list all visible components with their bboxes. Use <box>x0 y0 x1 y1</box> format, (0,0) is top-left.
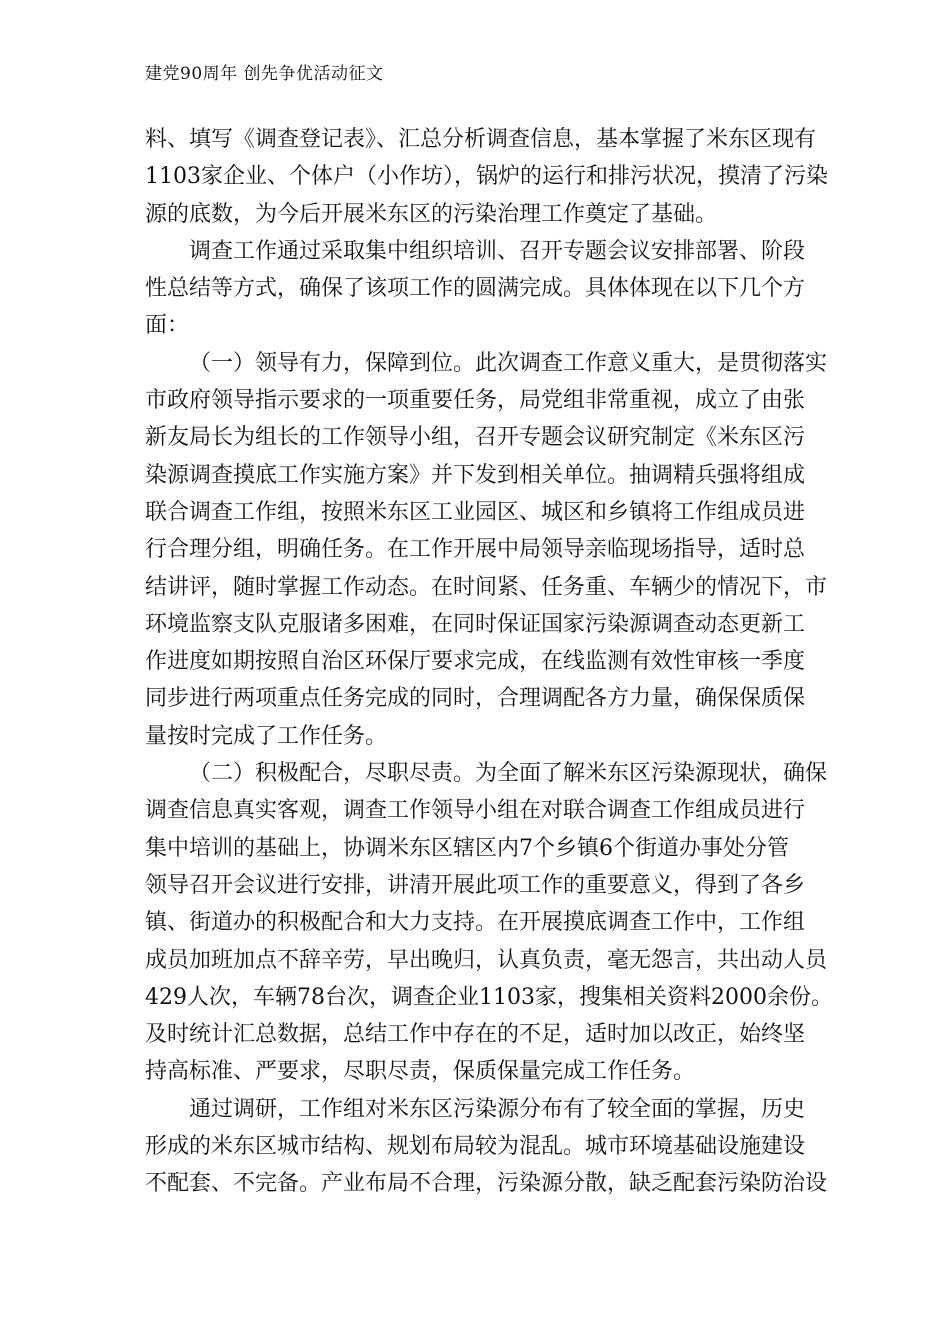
text-line: 镇、街道办的积极配合和大力支持。在开展摸底调查工作中，工作组 <box>145 910 806 936</box>
text-line: 染源调查摸底工作实施方案》并下发到相关单位。抽调精兵强将组成 <box>145 462 806 488</box>
text-line: 形成的米东区城市结构、规划布局较为混乱。城市环境基础设施建设 <box>145 1134 806 1160</box>
text-line: 结讲评，随时掌握工作动态。在时间紧、任务重、车辆少的情况下，市 <box>145 574 828 600</box>
paragraph <box>145 121 828 233</box>
text-line: 面： <box>145 313 190 339</box>
paragraph <box>145 1091 828 1203</box>
text-line: 及时统计汇总数据，总结工作中存在的不足，适时加以改正，始终坚 <box>145 1022 806 1048</box>
text-line: 429人次，车辆78台次，调查企业1103家，搜集相关资料2000余份。 <box>145 984 833 1010</box>
text-line: 同步进行两项重点任务完成的同时，合理调配各方力量，确保保质保 <box>145 686 806 712</box>
document-body <box>145 121 833 1203</box>
text-line: 集中培训的基础上，协调米东区辖区内7个乡镇6个街道办事处分管 <box>145 835 789 861</box>
paragraph <box>145 233 820 345</box>
paragraph <box>145 755 833 1091</box>
text-line: 成员加班加点不辞辛劳，早出晚归，认真负责，毫无怨言，共出动人员 <box>145 947 828 973</box>
text-line: 环境监察支队克服诸多困难，在同时保证国家污染源调查动态更新工 <box>145 611 806 637</box>
text-line: 行合理分组，明确任务。在工作开展中局领导亲临现场指导，适时总 <box>145 537 806 563</box>
page-header: 建党90周年 创先争优活动征文 <box>145 64 384 84</box>
text-line: 料、填写《调查登记表》、汇总分析调查信息，基本掌握了米东区现有 <box>145 127 817 152</box>
text-line: 性总结等方式，确保了该项工作的圆满完成。具体体现在以下几个方 <box>145 276 806 302</box>
text-line: 领导召开会议进行安排，讲清开展此项工作的重要意义，得到了各乡 <box>145 872 806 898</box>
text-line: 调查工作通过采取集中组织培训、召开专题会议安排部署、阶段 <box>189 238 806 264</box>
text-line: （一）领导有力，保障到位。此次调查工作意义重大，是贯彻落实 <box>189 350 828 376</box>
text-line: 1103家企业、个体户（小作坊），锅炉的运行和排污状况，摸清了污染 <box>145 164 828 190</box>
text-line: 通过调研，工作组对米东区污染源分布有了较全面的掌握，历史 <box>189 1096 806 1122</box>
text-line: 持高标准、严要求，尽职尽责，保质保量完成工作任务。 <box>145 1059 696 1085</box>
text-line: 源的底数，为今后开展米东区的污染治理工作奠定了基础。 <box>145 201 718 227</box>
text-line: 新友局长为组长的工作领导小组，召开专题会议研究制定《米东区污 <box>145 425 806 451</box>
text-line: 市政府领导指示要求的一项重要任务，局党组非常重视，成立了由张 <box>145 388 806 414</box>
text-line: 量按时完成了工作任务。 <box>145 723 388 749</box>
paragraph <box>145 345 828 755</box>
text-line: （二）积极配合，尽职尽责。为全面了解米东区污染源现状，确保 <box>189 761 828 787</box>
text-line: 联合调查工作组，按照米东区工业园区、城区和乡镇将工作组成员进 <box>145 499 806 525</box>
text-line: 调查信息真实客观，调查工作领导小组在对联合调查工作组成员进行 <box>145 798 806 824</box>
text-line: 不配套、不完备。产业布局不合理，污染源分散，缺乏配套污染防治设 <box>145 1171 828 1197</box>
text-line: 作进度如期按照自治区环保厅要求完成，在线监测有效性审核一季度 <box>145 649 806 675</box>
